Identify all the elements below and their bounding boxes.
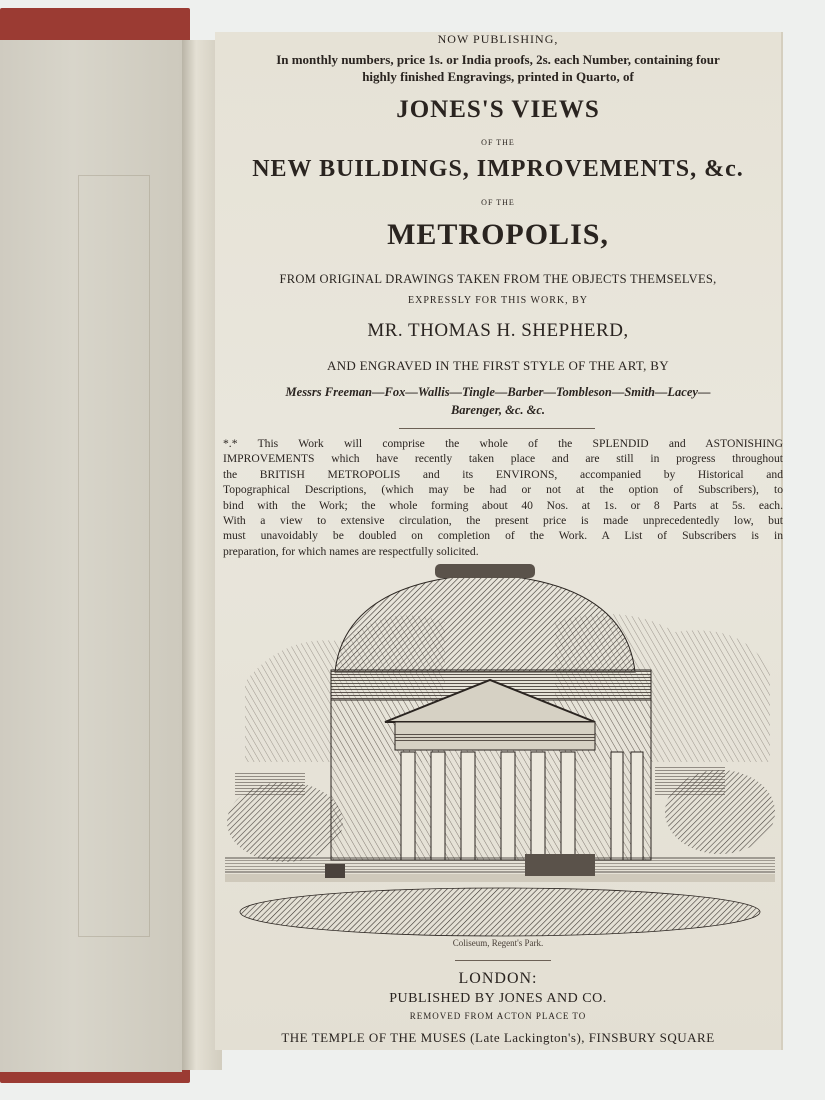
work-title: JONES'S VIEWS	[396, 96, 600, 123]
expressly-line: EXPRESSLY FOR THIS WORK, BY	[407, 295, 588, 306]
coliseum-engraving	[225, 562, 775, 947]
engravers-line-1: Messrs Freeman—Fox—Wallis—Tingle—Barber—Tombleson—Smith—Lacey—	[285, 385, 711, 399]
engraved-credit: AND ENGRAVED IN THE FIRST STYLE OF THE ART, BY	[327, 358, 669, 373]
engravings-line: highly finished Engravings, printed in Quarto, of	[362, 69, 634, 84]
imprint-removed: REMOVED FROM ACTON PLACE TO	[409, 1011, 587, 1021]
subject-title: NEW BUILDINGS, IMPROVEMENTS, &c.	[252, 156, 744, 182]
endpaper	[0, 40, 182, 1072]
title-page	[215, 32, 781, 1050]
drawings-credit: FROM ORIGINAL DRAWINGS TAKEN FROM THE OBJECTS THEMSELVES,	[279, 272, 717, 286]
notice-line: Topographical Descriptions, (which may be had or not at the option of Subscribers), to	[223, 483, 783, 497]
caption-rule	[455, 960, 551, 961]
notice-line: With a view to extensive circulation, the present price is made unprecedentedly low, but	[223, 514, 783, 528]
imprint-city: LONDON:	[458, 970, 538, 987]
notice-line: preparation, for which names are respectfully solicited.	[223, 544, 479, 558]
notice-line: must unavoidably be doubled on completion of the Work. A List of Subscribers is in	[223, 529, 783, 543]
divider-rule	[399, 428, 595, 429]
artist-name: MR. THOMAS H. SHEPHERD,	[367, 320, 629, 341]
notice-line: bind with the Work; the whole forming about 40 Nos. at 1s. or 8 Parts at 5s. each.	[223, 498, 783, 512]
imprint-publisher: PUBLISHED BY JONES AND CO.	[389, 991, 607, 1006]
of-the-2: OF THE	[481, 198, 515, 207]
metropolis-title: METROPOLIS,	[387, 218, 609, 251]
notice-paragraph	[223, 436, 783, 559]
of-the-1: OF THE	[481, 138, 515, 147]
notice-line: the BRITISH METROPOLIS and its ENVIRONS, accompanied by Historical and	[223, 467, 783, 481]
notice-line: IMPROVEMENTS which have recently taken place and are still in progress throughout	[223, 452, 783, 466]
imprint-address: THE TEMPLE OF THE MUSES (Late Lackington's), FINSBURY SQUARE	[281, 1030, 715, 1045]
price-line: In monthly numbers, price 1s. or India proofs, 2s. each Number, containing four	[276, 52, 720, 67]
notice-line: *.* This Work will comprise the whole of the SPLENDID and ASTONISHING	[223, 437, 783, 450]
now-publishing: NOW PUBLISHING,	[437, 32, 559, 46]
engravers-line-2: Barenger, &c. &c.	[450, 403, 546, 417]
illustration-caption: Coliseum, Regent's Park.	[452, 938, 544, 948]
